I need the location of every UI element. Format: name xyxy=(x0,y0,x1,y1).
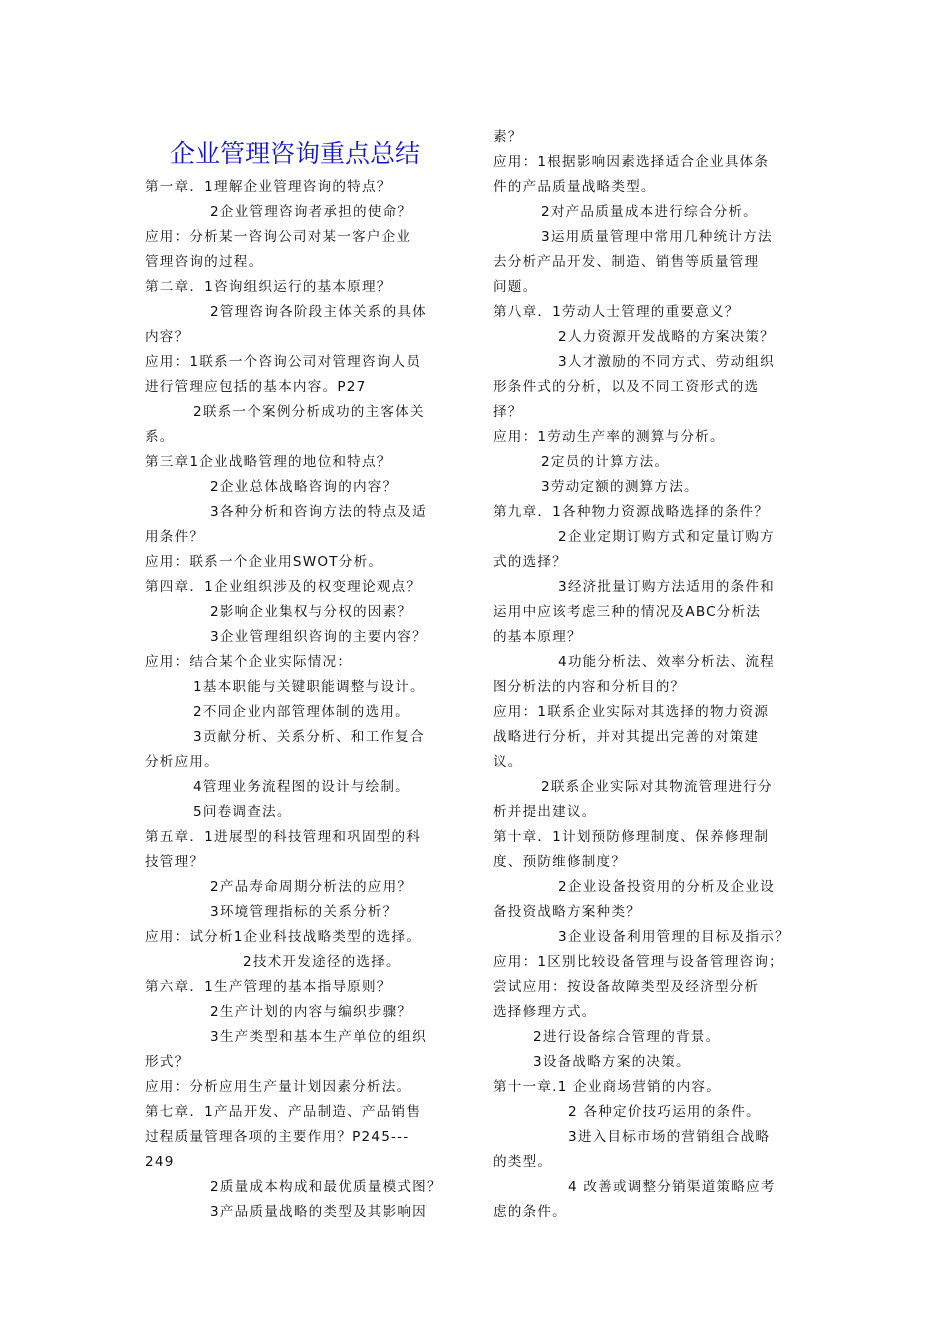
text-line: 应用：分析应用生产量计划因素分析法。 xyxy=(145,1079,412,1095)
text-line: 4管理业务流程图的设计与绘制。 xyxy=(193,779,410,795)
text-line: 式的选择？ xyxy=(493,554,567,570)
text-line: 4 改善或调整分销渠道策略应考 xyxy=(568,1179,776,1195)
text-line: 2企业定期订购方式和定量订购方 xyxy=(558,529,775,545)
text-line: 战略进行分析，并对其提出完善的对策建 xyxy=(493,729,760,745)
text-line: 备投资战略方案种类？ xyxy=(493,904,641,920)
text-line: 2人力资源开发战略的方案决策？ xyxy=(558,329,775,345)
text-line: 3企业设备利用管理的目标及指示？ xyxy=(558,929,790,945)
text-line: 应用：试分析1企业科技战略类型的选择。 xyxy=(145,929,422,945)
text-line: 第十章．1计划预防修理制度、保养修理制 xyxy=(493,829,770,845)
text-line: 的基本原理？ xyxy=(493,629,582,645)
text-line: 2管理咨询各阶段主体关系的具体 xyxy=(210,304,427,320)
text-line: 3设备战略方案的决策。 xyxy=(533,1054,691,1070)
text-line: 度、预防维修制度？ xyxy=(493,854,627,870)
text-line: 3进入目标市场的营销组合战略 xyxy=(568,1129,771,1145)
text-line: 2影响企业集权与分权的因素？ xyxy=(210,604,413,620)
text-line: 2联系一个案例分析成功的主客体关 xyxy=(193,404,425,420)
text-line: 应用：联系一个企业用SWOT分析。 xyxy=(145,554,384,570)
text-line: 3产品质量战略的类型及其影响因 xyxy=(210,1204,427,1220)
text-line: 2企业设备投资用的分析及企业设 xyxy=(558,879,775,895)
text-line: 素？ xyxy=(493,129,523,145)
text-line: 2生产计划的内容与编织步骤？ xyxy=(210,1004,413,1020)
text-line: 技管理？ xyxy=(145,854,205,870)
text-line: 系。 xyxy=(145,429,175,445)
text-line: 第十一章.1 企业商场营销的内容。 xyxy=(493,1079,722,1095)
text-line: 2对产品质量成本进行综合分析。 xyxy=(541,204,758,220)
text-line: 议。 xyxy=(493,754,523,770)
text-line: 应用：1联系一个咨询公司对管理咨询人员 xyxy=(145,354,422,370)
text-line: 2定员的计算方法。 xyxy=(541,454,670,470)
text-line: 应用：分析某一咨询公司对某一客户企业 xyxy=(145,229,412,245)
text-line: 3人才激励的不同方式、劳动组织 xyxy=(558,354,775,370)
text-line: 第九章．1各种物力资源战略选择的条件？ xyxy=(493,504,770,520)
text-line: 析并提出建议。 xyxy=(493,804,597,820)
text-line: 3生产类型和基本生产单位的组织 xyxy=(210,1029,427,1045)
text-line: 问题。 xyxy=(493,279,538,295)
text-line: 2产品寿命周期分析法的应用？ xyxy=(210,879,413,895)
text-line: 分析应用。 xyxy=(145,754,219,770)
document-title: 企业管理咨询重点总结 xyxy=(170,139,421,168)
text-line: 过程质量管理各项的主要作用？P245--- xyxy=(145,1129,410,1145)
text-line: 3贡献分析、关系分析、和工作复合 xyxy=(193,729,425,745)
text-line: 应用：1区别比较设备管理与设备管理咨询； xyxy=(493,954,784,970)
text-line: 第三章1企业战略管理的地位和特点？ xyxy=(145,454,392,470)
text-line: 应用：1根据影响因素选择适合企业具体条 xyxy=(493,154,770,170)
text-line: 2技术开发途径的选择。 xyxy=(243,954,401,970)
text-line: 的类型。 xyxy=(493,1154,553,1170)
text-line: 第四章．1企业组织涉及的权变理论观点？ xyxy=(145,579,422,595)
text-line: 形条件式的分析，以及不同工资形式的选 xyxy=(493,379,760,395)
text-line: 5问卷调查法。 xyxy=(193,804,292,820)
text-line: 249 xyxy=(145,1154,175,1170)
text-line: 3劳动定额的测算方法。 xyxy=(541,479,699,495)
text-line: 2进行设备综合管理的背景。 xyxy=(533,1029,721,1045)
text-line: 应用：1联系企业实际对其选择的物力资源 xyxy=(493,704,770,720)
text-line: 第六章．1生产管理的基本指导原则？ xyxy=(145,979,392,995)
text-line: 第五章．1进展型的科技管理和巩固型的科 xyxy=(145,829,422,845)
text-line: 2企业总体战略咨询的内容？ xyxy=(210,479,398,495)
text-line: 择？ xyxy=(493,404,523,420)
text-line: 1基本职能与关键职能调整与设计。 xyxy=(193,679,425,695)
text-line: 2联系企业实际对其物流管理进行分 xyxy=(541,779,773,795)
text-line: 2质量成本构成和最优质量模式图？ xyxy=(210,1179,442,1195)
text-line: 3运用质量管理中常用几种统计方法 xyxy=(541,229,773,245)
text-line: 2不同企业内部管理体制的选用。 xyxy=(193,704,410,720)
text-line: 用条件？ xyxy=(145,529,205,545)
text-line: 形式？ xyxy=(145,1054,190,1070)
text-line: 2企业管理咨询者承担的使命？ xyxy=(210,204,413,220)
text-line: 管理咨询的过程。 xyxy=(145,254,264,270)
text-line: 第八章．1劳动人士管理的重要意义？ xyxy=(493,304,740,320)
text-line: 2 各种定价技巧运用的条件。 xyxy=(568,1104,761,1120)
text-line: 去分析产品开发、制造、销售等质量管理 xyxy=(493,254,760,270)
text-line: 运用中应该考虑三种的情况及ABC分析法 xyxy=(493,604,762,620)
text-line: 进行管理应包括的基本内容。P27 xyxy=(145,379,367,395)
text-line: 图分析法的内容和分析目的？ xyxy=(493,679,686,695)
text-line: 尝试应用：按设备故障类型及经济型分析 xyxy=(493,979,760,995)
text-line: 第七章．1产品开发、产品制造、产品销售 xyxy=(145,1104,422,1120)
text-line: 3环境管理指标的关系分析？ xyxy=(210,904,398,920)
text-line: 3经济批量订购方法适用的条件和 xyxy=(558,579,775,595)
text-line: 件的产品质量战略类型。 xyxy=(493,179,656,195)
text-line: 内容？ xyxy=(145,329,190,345)
text-line: 应用：结合某个企业实际情况： xyxy=(145,654,353,670)
text-line: 3企业管理组织咨询的主要内容？ xyxy=(210,629,427,645)
text-line: 第二章．1咨询组织运行的基本原理？ xyxy=(145,279,392,295)
text-line: 选择修理方式。 xyxy=(493,1004,597,1020)
text-line: 应用：1劳动生产率的测算与分析。 xyxy=(493,429,725,445)
text-line: 3各种分析和咨询方法的特点及适 xyxy=(210,504,427,520)
text-line: 虑的条件。 xyxy=(493,1204,567,1220)
text-line: 第一章．1理解企业管理咨询的特点？ xyxy=(145,179,392,195)
text-line: 4功能分析法、效率分析法、流程 xyxy=(558,654,775,670)
